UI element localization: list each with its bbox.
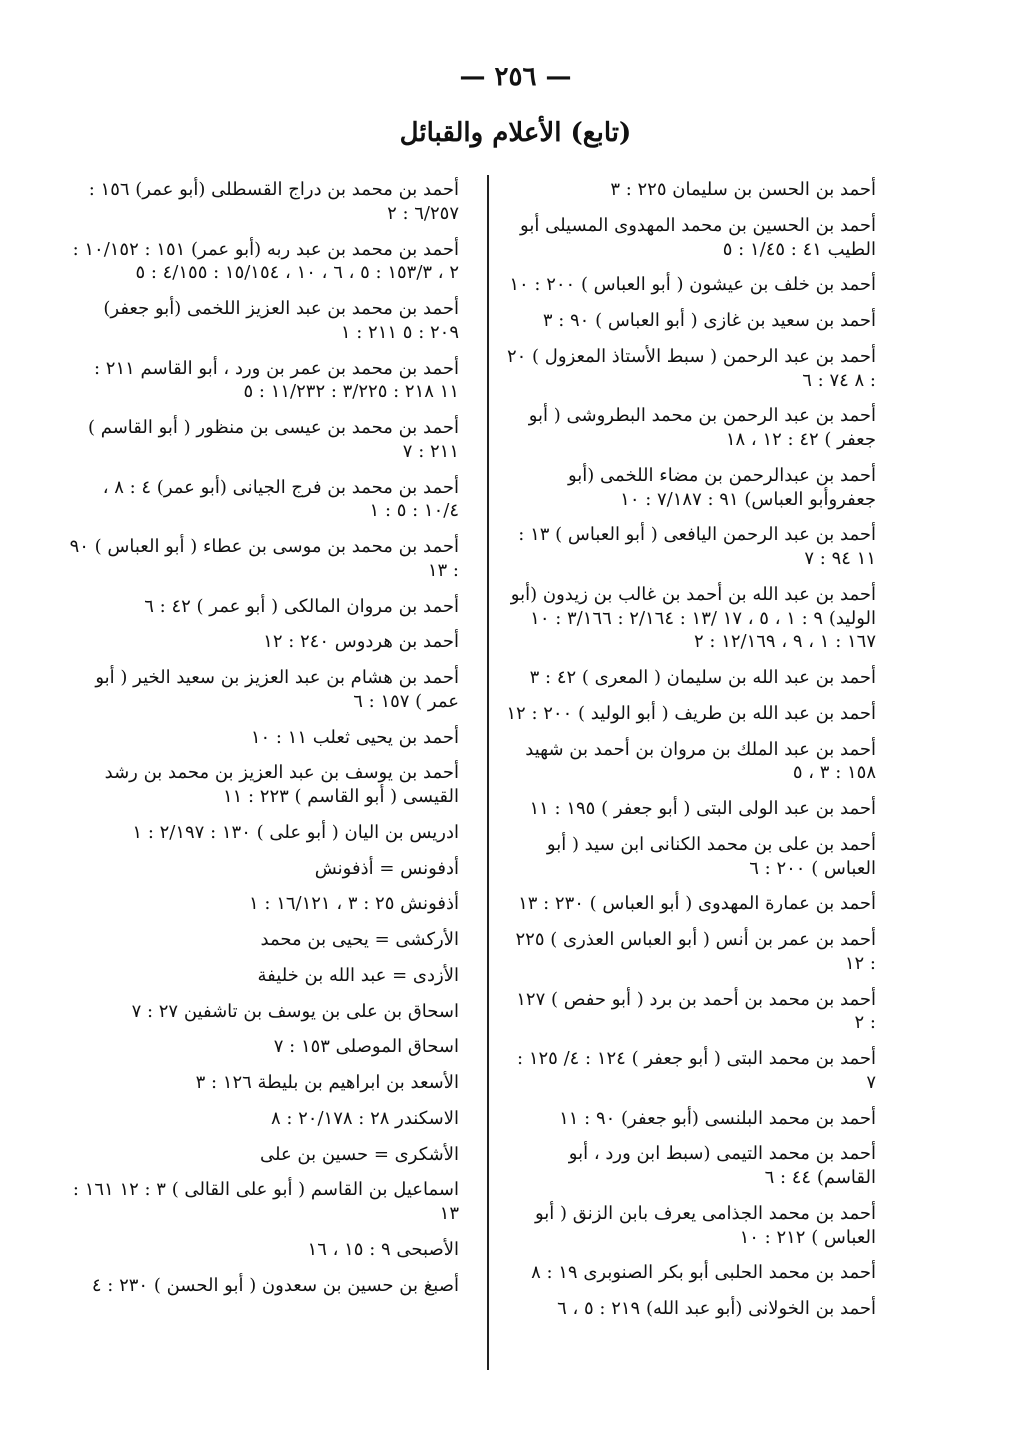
index-column-left <box>69 178 459 1309</box>
page-number: — ٢٥٦ — <box>459 62 572 92</box>
index-entry: الأسعد بن ابراهيم بن بليطة ١٢٦ : ٣ <box>195 1072 459 1093</box>
index-entry: أصبغ بن حسين بن سعدون ( أبو الحسن ) ٢٣٠ : ٤ <box>91 1274 459 1296</box>
index-entry: أحمد بن يحيى ثعلب ١١ : ١٠ <box>250 726 459 748</box>
index-entry: أحمد بن عبد الرحمن اليافعى ( أبو العباس ) ١٣ : ١١ ٩٤ : ٧ <box>518 524 876 569</box>
index-entry: الأركشى = يحيى بن محمد <box>260 929 459 950</box>
index-entry: أحمد بن محمد الحلبى أبو بكر الصنوبرى ١٩ : ٨ <box>531 1262 876 1284</box>
index-entry: أذفونش ٢٥ : ٣ ، ١٦/١٢١ : ١ <box>249 893 459 915</box>
index-entry: أحمد بن سعيد بن غازى ( أبو العباس ) ٩٠ : ٣ <box>542 310 876 331</box>
column-divider <box>487 175 489 1370</box>
index-entry: اسحاق الموصلى ١٥٣ : ٧ <box>273 1036 459 1058</box>
index-entry: أحمد بن محمد بن أحمد بن برد ( أبو حفص ) ١٢٧ : ٢ <box>516 988 876 1034</box>
index-entry: أحمد بن على بن محمد الكنانى ابن سيد ( أبو العباس ) ٢٠٠ : ٦ <box>546 833 876 879</box>
page-title: (تابع) الأعلام والقبائل <box>399 118 632 148</box>
index-entry: أحمد بن محمد بن دراج القسطلى (أبو عمر) ١٥٦ : ٦/٢٥٧ : ٢ <box>88 179 459 224</box>
index-entry: أحمد بن الخولانى (أبو عبد الله) ٢١٩ : ٥ ، ٦ <box>557 1298 876 1319</box>
index-entry: أحمد بن عبد الرحمن بن محمد البطروشى ( أبو جعفر ) ٤٢ : ١٢ ، ١٨ <box>528 405 876 450</box>
index-entry: الاسكندر ٢٨ : ٢٠/١٧٨ : ٨ <box>270 1107 459 1129</box>
index-entry: اسحاق بن على بن يوسف بن تاشفين ٢٧ : ٧ <box>131 1000 459 1022</box>
index-entry: أحمد بن محمد البلنسى (أبو جعفر) ٩٠ : ١١ <box>559 1107 876 1129</box>
index-entry: أحمد بن عمارة المهدوى ( أبو العباس ) ٢٣٠ : ١٣ <box>518 893 876 915</box>
index-column-right <box>506 178 876 1333</box>
index-entry: أحمد بن محمد بن عيسى بن منظور ( أبو القاسم ) ٢١١ : ٧ <box>87 417 459 462</box>
index-entry: أحمد بن يوسف بن عبد العزيز بن محمد بن رشد القيسى ( أبو القاسم ) ٢٢٣ : ١١ <box>104 762 459 807</box>
index-entry: أحمد بن هشام بن عبد العزيز بن سعيد الخير ( أبو عمر ) ١٥٧ : ٦ <box>95 667 459 712</box>
index-entry: أحمد بن الحسن بن سليمان ٢٢٥ : ٣ <box>610 179 876 200</box>
index-entry: أحمد بن مروان المالكى ( أبو عمر ) ٤٢ : ٦ <box>144 595 459 617</box>
index-entry: الأصبحى ٩ : ١٥ ، ١٦ <box>307 1238 459 1260</box>
index-entry: أحمد بن الحسين بن محمد المهدوى المسيلى أبو الطيب ٤١ : ١/٤٥ : ٥ <box>520 214 876 260</box>
index-entry: أحمد بن عبد الولى البتى ( أبو جعفر ) ١٩٥ : ١١ <box>529 798 876 819</box>
index-entry: أحمد بن عبد الله بن أحمد بن غالب بن زيدون (أبو الوليد) ٩ : ١ ، ٥ ، ١٧ /١٣ : ٢/١٦٤ : ٣/١٦٦ : ١٠ ١٦٧ : ١ ، ٩ ، ١٢/١٦٩ : ٢ <box>510 583 876 653</box>
index-entry: أحمد بن محمد التيمى (سبط ابن ورد ، أبو القاسم) ٤٤ : ٦ <box>568 1143 876 1188</box>
index-entry: أحمد بن محمد بن موسى بن عطاء ( أبو العباس ) ٩٠ : ١٣ <box>69 536 459 581</box>
index-entry: الأزدى = عبد الله بن خليفة <box>257 964 459 986</box>
index-entry: أحمد بن عبد الله بن طريف ( أبو الوليد ) ٢٠٠ : ١٢ <box>506 702 876 724</box>
index-entry: أحمد بن عبد الرحمن ( سبط الأستاذ المعزول ) ٢٠ : ٨ ٧٤ : ٦ <box>506 345 876 391</box>
index-entry: أحمد بن خلف بن عيشون ( أبو العباس ) ٢٠٠ : ١٠ <box>509 274 876 296</box>
index-entry: اسماعيل بن القاسم ( أبو على القالى ) ٣ : ١٢ ١٦١ : ١٣ <box>72 1179 459 1224</box>
index-entry: أحمد بن محمد بن عبد العزيز اللخمى (أبو جعفر) ٢٠٩ : ٥ ٢١١ : ١ <box>103 298 459 343</box>
index-entry: أحمد بن محمد بن عبد ربه (أبو عمر) ١٥١ : ١٠/١٥٢ : ٢ ، ١٥٣/٣ : ٥ ، ٦ ، ١٠ ، ١٥/١٥٤ : ٤/١٥٥ : ٥ <box>72 238 459 284</box>
index-entry: أدفونس = أذفونش <box>314 857 459 879</box>
index-entry: أحمد بن عبد الله بن سليمان ( المعرى ) ٤٢ : ٣ <box>529 667 876 688</box>
index-entry: الأشكرى = حسين بن على <box>259 1143 459 1165</box>
index-entry: أحمد بن محمد البتى ( أبو جعفر ) ١٢٤ : ٤/ ١٢٥ : ٧ <box>517 1048 876 1093</box>
index-entry: أحمد بن عبدالرحمن بن مضاء اللخمى (أبو جعفروأبو العباس) ٩١ : ٧/١٨٧ : ١٠ <box>567 464 876 510</box>
index-entry: ادريس بن اليان ( أبو على ) ١٣٠ : ٢/١٩٧ : ١ <box>132 821 459 843</box>
index-entry: أحمد بن محمد الجذامى يعرف بابن الزنق ( أبو العباس ) ٢١٢ : ١٠ <box>534 1202 876 1248</box>
index-entry: أحمد بن عمر بن أنس ( أبو العباس العذرى ) ٢٢٥ : ١٢ <box>515 929 876 974</box>
index-entry: أحمد بن محمد بن فرج الجيانى (أبو عمر) ٤ : ٨ ، ١٠/٤ : ٥ : ١ <box>102 476 459 522</box>
index-entry: أحمد بن هردوس ٢٤٠ : ١٢ <box>263 631 459 653</box>
index-entry: أحمد بن عبد الملك بن مروان بن أحمد بن شهيد ١٥٨ : ٣ ، ٥ <box>525 738 876 784</box>
index-entry: أحمد بن محمد بن عمر بن ورد ، أبو القاسم ٢١١ : ١١ ٢١٨ : ٣/٢٢٥ : ١١/٢٣٢ : ٥ <box>94 357 459 403</box>
